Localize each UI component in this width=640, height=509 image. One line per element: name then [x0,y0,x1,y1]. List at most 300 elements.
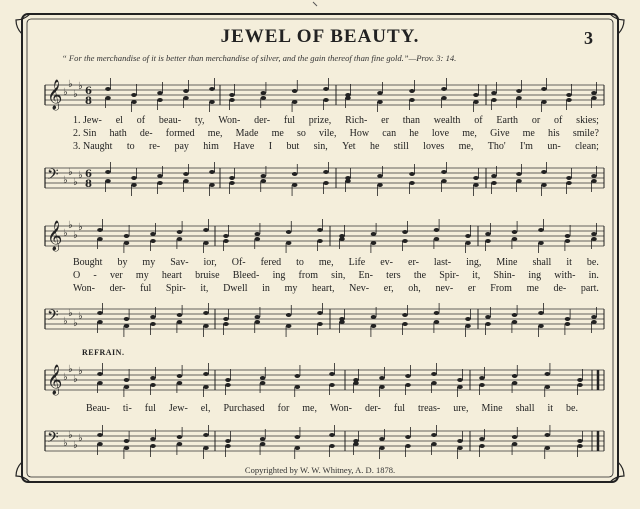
lyric-syllable: it [547,403,554,414]
note-head [183,89,189,93]
note-head [402,230,408,234]
lyric-syllable: be. [586,257,599,268]
lyric-syllable: Dwell [223,283,248,294]
note-head [541,170,547,174]
note-head [203,241,209,245]
lyric-syllable: der- [109,283,126,294]
note-head [473,183,479,187]
note-head [516,96,522,100]
note-head [538,241,544,245]
note-head [260,442,266,446]
note-head [591,315,597,319]
note-head [105,96,111,100]
flat-icon: ♭ [73,230,78,241]
lyric-syllable: my [284,283,298,294]
note-head [97,433,103,437]
note-head [431,433,437,437]
note-head [157,91,163,95]
note-head [131,100,137,104]
lyric-syllable: it [566,257,572,268]
lyric-syllable: him [203,141,219,152]
time-signature: 6 [85,169,92,180]
bass-clef-icon: 𝄢 [47,429,59,450]
note-head [105,87,111,91]
lyric-syllable: oh, [408,283,421,294]
note-head [485,239,491,243]
note-head [124,324,130,328]
lyric-syllable: smile? [572,128,599,139]
lyric-syllable: me, [318,257,334,268]
lyric-syllable: by [117,257,128,268]
lyric-syllable: than [402,115,420,126]
lyric-syllable: I [268,141,273,152]
lyric-syllable: treas- [417,403,441,414]
note-head [353,381,359,385]
note-head [124,439,130,443]
lyric-syllable: loves [423,141,445,152]
note-head [292,183,298,187]
note-head [131,176,137,180]
note-head [292,100,298,104]
note-head [124,241,130,245]
note-head [225,439,231,443]
verse3-line1 [73,141,599,152]
note-head [379,376,385,380]
flat-icon: ♭ [73,318,78,329]
note-head [97,320,103,324]
note-head [150,444,156,448]
lyric-syllable: of [474,115,483,126]
note-head [255,320,261,324]
note-head [177,381,183,385]
lyric-syllable: Nev- [349,283,370,294]
lyric-syllable: ful [393,403,405,414]
note-head [377,100,383,104]
note-head [512,320,518,324]
note-head [255,315,261,319]
note-head [260,437,266,441]
note-head [124,317,130,321]
note-head [295,446,301,450]
note-head [229,98,235,102]
note-head [223,322,229,326]
note-head [512,442,518,446]
note-head [177,313,183,317]
lyric-syllable: heart, [312,283,335,294]
lyric-syllable: pay [174,141,189,152]
note-head [545,385,551,389]
lyric-syllable: How [349,128,370,139]
lyric-syllable: me, [302,403,317,414]
note-head [566,176,572,180]
time-signature: 8 [85,179,92,190]
lyric-syllable: last- [433,257,452,268]
note-head [516,89,522,93]
note-head [371,232,377,236]
lyric-syllable: er [381,115,389,126]
lyric-syllable: Yet [342,141,356,152]
note-head [465,324,471,328]
lyric-syllable: Give [490,128,510,139]
note-head [473,100,479,104]
note-head [485,315,491,319]
lyric-syllable: can [382,128,397,139]
note-head [317,311,323,315]
note-head [405,435,411,439]
note-head [541,183,547,187]
lyric-syllable: he [369,141,380,152]
lyric-syllable: Of- [231,257,246,268]
lyric-syllable: - [93,270,97,281]
flat-icon: ♭ [68,364,73,375]
note-head [591,174,597,178]
flat-icon: ♭ [73,89,78,100]
note-head [97,311,103,315]
note-head [434,320,440,324]
note-head [457,446,463,450]
note-head [371,241,377,245]
note-head [512,435,518,439]
note-head [323,170,329,174]
lyric-syllable: me [271,128,284,139]
lyric-syllable: hath [109,128,127,139]
note-head [203,433,209,437]
lyric-syllable: From [490,283,512,294]
note-head [323,181,329,185]
flat-icon: ♭ [63,87,68,98]
lyric-syllable: der- [254,115,271,126]
flat-icon: ♭ [78,366,83,377]
note-head [591,96,597,100]
note-head [512,381,518,385]
note-head [565,322,571,326]
treble-clef-icon: 𝄞 [47,221,63,251]
note-head [405,383,411,387]
note-head [479,383,485,387]
flat-icon: ♭ [78,433,83,444]
note-head [323,87,329,91]
note-head [292,172,298,176]
note-head [183,172,189,176]
lyric-syllable: I'm [520,141,533,152]
lyric-syllable: el [115,115,123,126]
lyric-syllable: Have [233,141,255,152]
lyric-syllable: O [73,270,81,281]
lyric-syllable: my [142,257,156,268]
lyric-syllable: me, [458,141,474,152]
note-head [591,179,597,183]
flat-icon: ♭ [78,81,83,92]
lyric-syllable: bruise [195,270,220,281]
flat-icon: ♭ [73,374,78,385]
note-head [479,444,485,448]
lyric-syllable: still [393,141,409,152]
lyric-syllable: shall [532,257,552,268]
lyric-syllable: beau- [158,115,182,126]
lyric-syllable: his [548,128,560,139]
lyric-syllable: Life [348,257,366,268]
flat-icon: ♭ [63,175,68,186]
note-head [203,228,209,232]
note-head [457,385,463,389]
lyric-syllable: ev- [380,257,394,268]
epigraph: “ For the merchandise of it is better than merchandise of silver, and the gain thereof than fine gold.”—Prov. 3: 14. [62,53,457,63]
note-head [209,87,215,91]
note-head [292,89,298,93]
treble-clef-icon: 𝄞 [47,80,63,110]
note-head [209,183,215,187]
lyric-syllable: er, [383,283,394,294]
flat-icon: ♭ [73,440,78,451]
note-head [97,372,103,376]
note-head [345,96,351,100]
lyric-syllable: ti- [122,403,132,414]
lyric-syllable: Won- [73,283,95,294]
flat-icon: ♭ [68,167,73,178]
note-head [329,372,335,376]
note-head [441,179,447,183]
lyric-syllable: Tho' [487,141,506,152]
note-head [295,435,301,439]
note-head [124,446,130,450]
note-head [512,313,518,317]
bass-clef-icon: 𝄢 [47,307,59,328]
note-head [255,232,261,236]
verse3-line2 [73,283,599,294]
lyric-syllable: wealth [433,115,461,126]
flat-icon: ♭ [78,311,83,322]
note-head [177,237,183,241]
lyric-syllable: Sav- [170,257,189,268]
note-head [377,174,383,178]
lyric-syllable: Spir- [439,270,460,281]
lyric-syllable: my [135,270,149,281]
lyric-syllable: Won- [330,403,352,414]
note-head [434,311,440,315]
lyric-syllable: part. [580,283,599,294]
note-head [286,230,292,234]
note-head [97,228,103,232]
flat-icon: ♭ [68,430,73,441]
lyric-syllable: Spir- [165,283,186,294]
note-head [286,324,292,328]
note-head [183,179,189,183]
note-head [402,322,408,326]
note-head [479,437,485,441]
note-head [105,179,111,183]
lyric-syllable: ty, [194,115,205,126]
lyric-syllable: ior, [203,257,217,268]
note-head [203,324,209,328]
note-head [566,93,572,97]
lyric-syllable: Won- [218,115,241,126]
note-head [434,228,440,232]
note-head [565,239,571,243]
note-head [409,181,415,185]
note-head [577,444,583,448]
lyric-syllable: ing [272,270,286,281]
note-head [339,320,345,324]
verse1-line1 [73,115,599,126]
note-head [566,98,572,102]
note-head [379,437,385,441]
note-head [409,98,415,102]
note-head [260,381,266,385]
note-head [339,237,345,241]
note-head [150,232,156,236]
note-head [97,442,103,446]
lyric-syllable: heart [161,270,182,281]
note-head [434,237,440,241]
hymn-title: JEWEL OF BEAUTY. [220,26,420,47]
note-head [541,87,547,91]
note-head [465,317,471,321]
note-head [377,183,383,187]
flat-icon: ♭ [68,79,73,90]
flat-icon: ♭ [73,177,78,188]
note-head [491,174,497,178]
lyric-syllable: the [413,270,427,281]
note-head [577,383,583,387]
note-head [353,442,359,446]
note-head [105,170,111,174]
note-head [516,172,522,176]
note-head [157,174,163,178]
note-head [203,385,209,389]
note-head [229,93,235,97]
lyric-syllable: sin, [331,270,346,281]
lyric-syllable: Earth [496,115,519,126]
note-head [317,228,323,232]
note-head [203,311,209,315]
note-head [541,100,547,104]
lyric-syllable: of [136,115,146,126]
lyric-syllable: me, [462,128,477,139]
lyric-syllable: skies; [576,115,599,126]
note-head [377,91,383,95]
note-head [150,315,156,319]
note-head [203,446,209,450]
lyric-syllable: der- [364,403,381,414]
note-head [295,385,301,389]
note-head [150,383,156,387]
lyric-syllable: from [298,270,318,281]
note-head [479,376,485,380]
note-head [441,96,447,100]
note-head [538,228,544,232]
lyric-syllable: de- [553,283,567,294]
flat-icon: ♭ [68,220,73,231]
lyric-syllable: with- [554,270,576,281]
note-head [512,237,518,241]
verse2-line2 [73,270,599,281]
note-head [157,181,163,185]
note-head [402,239,408,243]
note-head [223,234,229,238]
note-head [465,234,471,238]
lyric-syllable: Mine [496,257,518,268]
lyric-syllable: Jew- [168,403,188,414]
note-head [260,376,266,380]
note-head [473,176,479,180]
verse2-line1 [73,128,599,139]
note-head [379,446,385,450]
lyric-syllable: Bought [73,257,103,268]
lyric-syllable: it, [200,283,209,294]
note-head [545,446,551,450]
note-head [485,232,491,236]
note-head [124,234,130,238]
flat-icon: ♭ [63,228,68,239]
lyric-syllable: me [526,283,539,294]
note-head [371,315,377,319]
note-head [329,444,335,448]
lyric-syllable: ver [109,270,123,281]
lyric-syllable: nev- [435,283,454,294]
note-head [124,378,130,382]
note-head [150,322,156,326]
note-head [538,324,544,328]
lyric-syllable: re- [148,141,161,152]
lyric-syllable: Beau- [86,403,110,414]
note-head [131,93,137,97]
note-head [512,374,518,378]
note-head [371,324,377,328]
note-head [295,374,301,378]
note-head [255,237,261,241]
lyric-syllable: vile, [318,128,337,139]
lyric-syllable: it, [472,270,481,281]
flat-icon: ♭ [78,222,83,233]
lyric-syllable: clean; [575,141,599,152]
note-head [183,96,189,100]
lyric-syllable: un- [547,141,561,152]
lyric-syllable: Rich- [345,115,368,126]
note-head [177,442,183,446]
note-head [512,230,518,234]
lyric-syllable: but [286,141,300,152]
lyric-syllable: Made [235,128,259,139]
note-head [209,170,215,174]
note-head [545,372,551,376]
note-head [457,378,463,382]
note-head [177,435,183,439]
note-head [223,317,229,321]
copyright-notice: Copyrighted by W. W. Whitney, A. D. 1878. [244,465,396,475]
note-head [225,378,231,382]
lyric-syllable: me, [207,128,223,139]
note-head [225,383,231,387]
note-head [538,311,544,315]
verse1-line2 [73,257,599,268]
note-head [323,98,329,102]
note-head [97,237,103,241]
note-head [261,96,267,100]
note-head [577,378,583,382]
note-head [409,89,415,93]
flat-icon: ♭ [63,438,68,449]
lyric-syllable: to [126,141,135,152]
lyric-syllable: sin, [313,141,328,152]
note-head [124,385,130,389]
note-head [261,179,267,183]
lyric-syllable: me [522,128,535,139]
note-head [409,172,415,176]
note-head [441,87,447,91]
lyric-syllable: 3. Naught [73,141,113,152]
note-head [229,176,235,180]
lyric-syllable: fered [260,257,282,268]
